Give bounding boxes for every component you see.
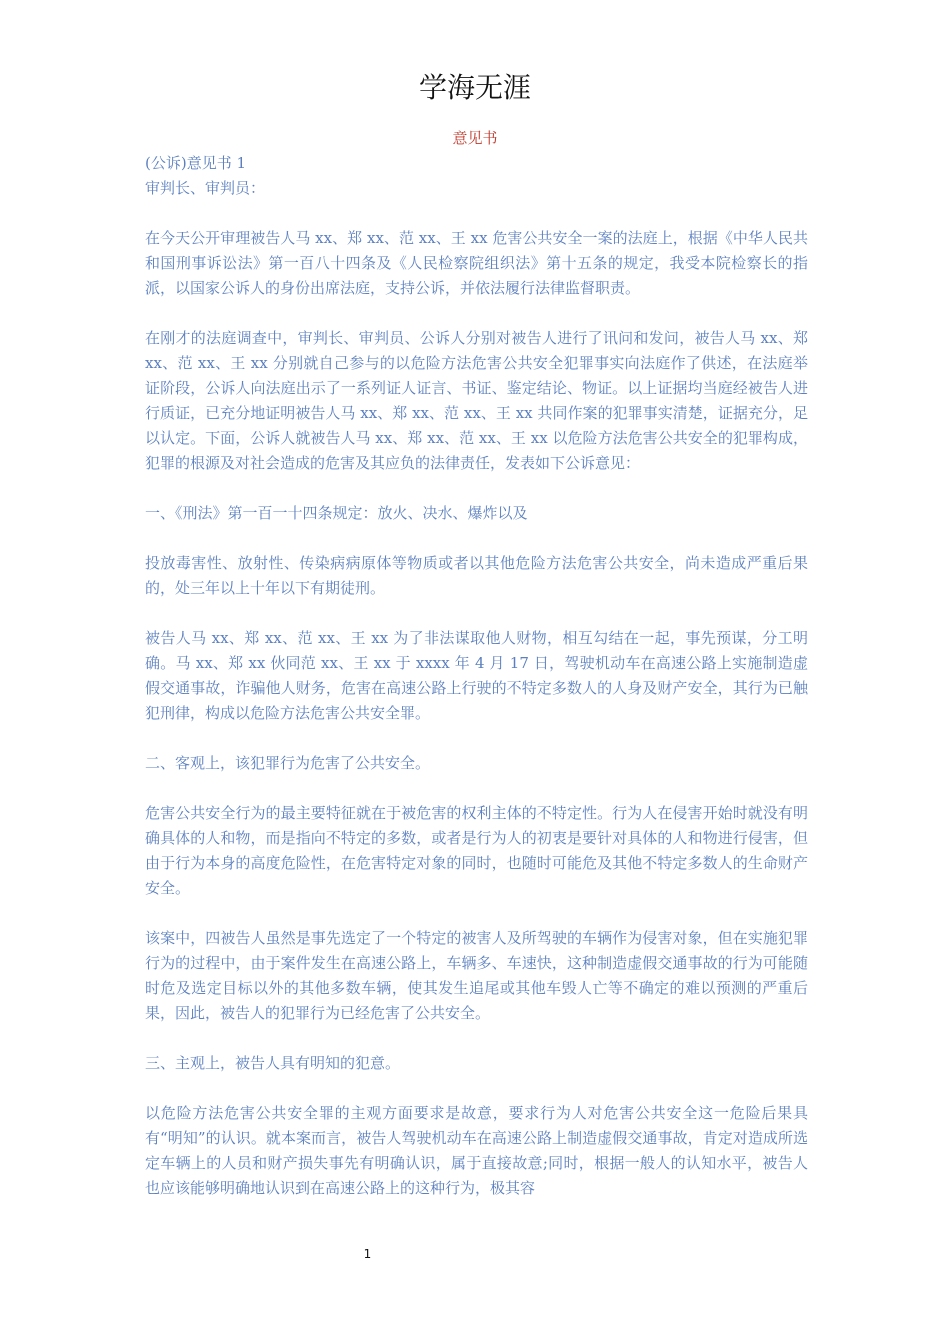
salutation: 审判长、审判员：	[145, 179, 266, 197]
document-body	[145, 151, 808, 1201]
section-heading-2: 二、客观上，该犯罪行为危害了公共安全。	[145, 754, 431, 772]
paragraph-6: 该案中，四被告人虽然是事先选定了一个特定的被害人及所驾驶的车辆作为侵害对象，但在实施犯罪行为的过程中，由于案件发生在高速公路上，车辆多、车速快，这种制造虚假交通事故的行为可能随时危及选定目标以外的其他多数车辆，使其发生追尾或其他车毁人亡等不确定的难以预测的严重后果，因此，被告人的犯罪行为已经危害了公共安全。	[145, 929, 808, 1022]
page-header-title: 学海无涯	[418, 71, 531, 104]
document-title: 意见书	[452, 129, 498, 147]
paragraph-4: 被告人马 xx、郑 xx、范 xx、王 xx 为了非法谋取他人财物，相互勾结在一起，事先预谋，分工明确。马 xx、郑 xx 伙同范 xx、王 xx 于 xxxx 年 4 月 17 日，驾驶机动车在高速公路上实施制造虚假交通事故，诈骗他人财务，危害在高速公路上行驶的不特定多数人的人身及财产安全，其行为已触犯刑律，构成以危险方法危害公共安全罪。	[145, 629, 808, 722]
paragraph-3: 投放毒害性、放射性、传染病病原体等物质或者以其他危险方法危害公共安全，尚未造成严重后果的，处三年以上十年以下有期徒刑。	[145, 554, 808, 597]
paragraph-7: 以危险方法危害公共安全罪的主观方面要求是故意，要求行为人对危害公共安全这一危险后果具有“明知”的认识。就本案而言，被告人驾驶机动车在高速公路上制造虚假交通事故，肯定对造成所选定车辆上的人员和财产损失事先有明确认识，属于直接故意;同时，根据一般人的认知水平，被告人也应该能够明确地认识到在高速公路上的这种行为，极其容	[145, 1104, 808, 1197]
section-heading-3: 三、主观上，被告人具有明知的犯意。	[145, 1054, 401, 1072]
paragraph-5: 危害公共安全行为的最主要特征就在于被危害的权利主体的不特定性。行为人在侵害开始时就没有明确具体的人和物，而是指向不特定的多数，或者是行为人的初衷是要针对具体的人和物进行侵害，但由于行为本身的高度危险性，在危害特定对象的同时，也随时可能危及其他不特定多数人的生命财产安全。	[145, 804, 808, 897]
document-subtitle: (公诉)意见书 1	[145, 154, 247, 172]
page-number: 1	[363, 1247, 372, 1261]
paragraph-1: 在今天公开审理被告人马 xx、郑 xx、范 xx、王 xx 危害公共安全一案的法庭上，根据《中华人民共和国刑事诉讼法》第一百八十四条及《人民检察院组织法》第十五条的规定，我受本院检察长的指派，以国家公诉人的身份出席法庭，支持公诉，并依法履行法律监督职责。	[145, 229, 808, 297]
paragraph-2: 在刚才的法庭调查中，审判长、审判员、公诉人分别对被告人进行了讯问和发问，被告人马 xx、郑 xx、范 xx、王 xx 分别就自己参与的以危险方法危害公共安全犯罪事实向法庭作了供述，在法庭举证阶段，公诉人向法庭出示了一系列证人证言、书证、鉴定结论、物证。以上证据均当庭经被告人进行质证，已充分地证明被告人马 xx、郑 xx、范 xx、王 xx 共同作案的犯罪事实清楚，证据充分，足以认定。下面，公诉人就被告人马 xx、郑 xx、范 xx、王 xx 以危险方法危害公共安全的犯罪构成，犯罪的根源及对社会造成的危害及其应负的法律责任，发表如下公诉意见：	[145, 329, 808, 472]
section-heading-1: 一、《刑法》第一百一十四条规定：放火、决水、爆炸以及	[145, 504, 528, 522]
